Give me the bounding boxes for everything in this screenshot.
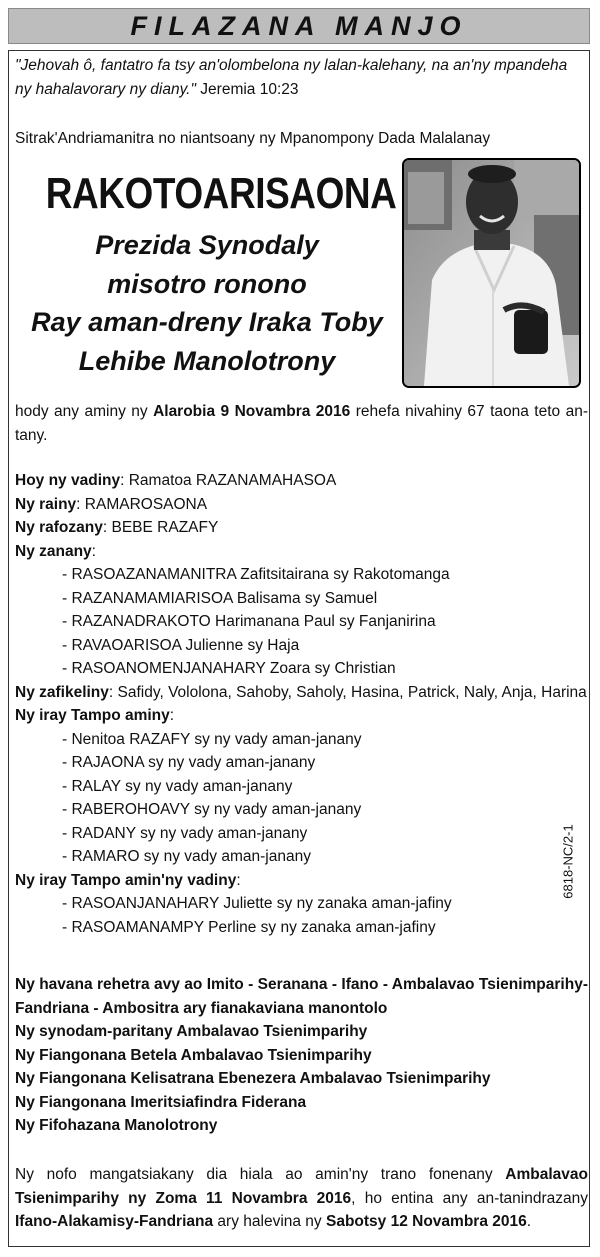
title-line: Prezida Synodaly [95,230,319,260]
organizations-list [15,973,588,1138]
grandchildren-label: Ny zafikeliny [15,683,109,701]
funeral-arrangements [15,1163,588,1234]
death-notice [15,400,588,447]
father-label: Ny rainy [15,495,77,513]
title-line: misotro ronono [107,268,307,299]
list-item: Ny Fifohazana Manolotrony [15,1117,218,1134]
list-item: - RAJAONA sy ny vady aman-janany [62,754,316,771]
death-suffix: rehefa nivahiny 67 taona teto an-tany. [15,403,588,444]
closing-text: Ny nofo mangatsiakany dia hiala ao amin'ny trano fonenany [15,1166,493,1183]
closing-date: Sabotsy 12 Novambra 2016 [326,1213,527,1230]
verse-quote: "Jehovah ô, fantatro fa tsy an'olombelona ny lalan-kalehany, na an'ny mpandeha ny hahalavorary ny diany." [15,57,568,98]
notice-title: FILAZANA MANJO [130,10,468,41]
list-item: Ny Fiangonana Betela Ambalavao Tsienimparihy [15,1046,372,1064]
list-item: - RASOANJANAHARY Juliette sy ny zanaka aman-jafiny [62,895,452,912]
closing-text: , ho entina any an-tanindrazany [351,1189,588,1207]
list-item: - RAZANADRAKOTO Harimanana Paul sy Fanjanirina [62,613,436,630]
children-heading: Ny zanany: [15,542,96,560]
verse-reference: Jeremia 10:23 [200,80,299,98]
closing-text: . [526,1213,532,1230]
list-item: - RAMARO sy ny vady aman-janany [62,848,311,865]
bible-verse [15,54,587,101]
siblings-label: Ny iray Tampo aminy [15,707,170,724]
death-date: Alarobia 9 Novambra 2016 [153,403,351,420]
list-item: - RAZANAMAMIARISOA Balisama sy Samuel [62,589,378,607]
grandchildren-line: Ny zafikeliny: Safidy, Vololona, Sahoby, Saholy, Hasina, Patrick, Naly, Anja, Harina [15,683,587,701]
list-item: - RASOAZANAMANITRA Zafitsitairana sy Rakotomanga [62,566,450,583]
death-prefix: hody any aminy ny [15,403,148,420]
grandchildren-names: Safidy, Vololona, Sahoby, Saholy, Hasina, Patrick, Naly, Anja, Harina [117,683,587,701]
list-item: - RASOAMANAMPY Perline sy ny zanaka aman-jafiny [62,918,436,936]
in-law-name: BEBE RAZAFY [111,519,219,536]
family-list [15,469,588,939]
in-law-label: Ny rafozany [15,519,103,536]
portrait-photo [402,158,581,388]
list-item: Ny Fiangonana Kelisatrana Ebenezera Ambalavao Tsienimparihy [15,1070,491,1087]
spouse-name: Ramatoa RAZANAMAHASOA [128,472,337,489]
list-item: - RALAY sy ny vady aman-janany [62,777,293,795]
in-law-line: Ny rafozany: BEBE RAZAFY [15,519,219,536]
list-item: - RADANY sy ny vady aman-janany [62,824,308,842]
spouse-siblings-label: Ny iray Tampo amin'ny vadiny [15,871,237,889]
list-item: - Nenitoa RAZAFY sy ny vady aman-janany [62,730,362,748]
spouse-siblings-heading: Ny iray Tampo amin'ny vadiny: [15,871,241,889]
spouse-label: Hoy ny vadiny [15,472,121,489]
children-label: Ny zanany [15,542,92,560]
list-item: - RAVAOARISOA Julienne sy Haja [62,636,300,654]
closing-place: Ambalavao Tsienimparihy ny Zoma 11 Novambra 2016 [15,1166,588,1207]
closing-place: Ifano-Alakamisy-Fandriana [15,1213,214,1230]
list-item: - RABEROHOAVY sy ny vady aman-janany [62,801,362,818]
title-line: Ray aman-dreny Iraka Toby [31,307,383,337]
list-item: - RASOANOMENJANAHARY Zoara sy Christian [62,660,396,677]
title-line: Lehibe Manolotrony [78,345,336,376]
deceased-name: RAKOTOARISAONA [45,169,397,218]
portrait-image [404,160,579,386]
ad-reference-code: 6818-NC/2-1 [560,824,576,899]
father-name: RAMAROSAONA [84,495,208,513]
father-line: Ny rainy: RAMAROSAONA [15,495,208,513]
spouse-line: Hoy ny vadiny: Ramatoa RAZANAMAHASOA [15,472,337,489]
intro-line: Sitrak'Andriamanitra no niantsoany ny Mpanompony Dada Malalanay [15,130,491,147]
list-item: Ny havana rehetra avy ao Imito - Seranana - Ifano - Ambalavao Tsienimparihy- Fandriana - Ambositra ary fianakaviana manontolo [15,976,588,1017]
deceased-titles [15,226,399,380]
list-item: Ny Fiangonana Imeritsiafindra Fiderana [15,1093,307,1111]
siblings-heading: Ny iray Tampo aminy: [15,707,175,724]
list-item: Ny synodam-paritany Ambalavao Tsienimparihy [15,1023,368,1040]
closing-text: ary halevina ny [217,1213,322,1230]
notice-header [8,8,590,44]
